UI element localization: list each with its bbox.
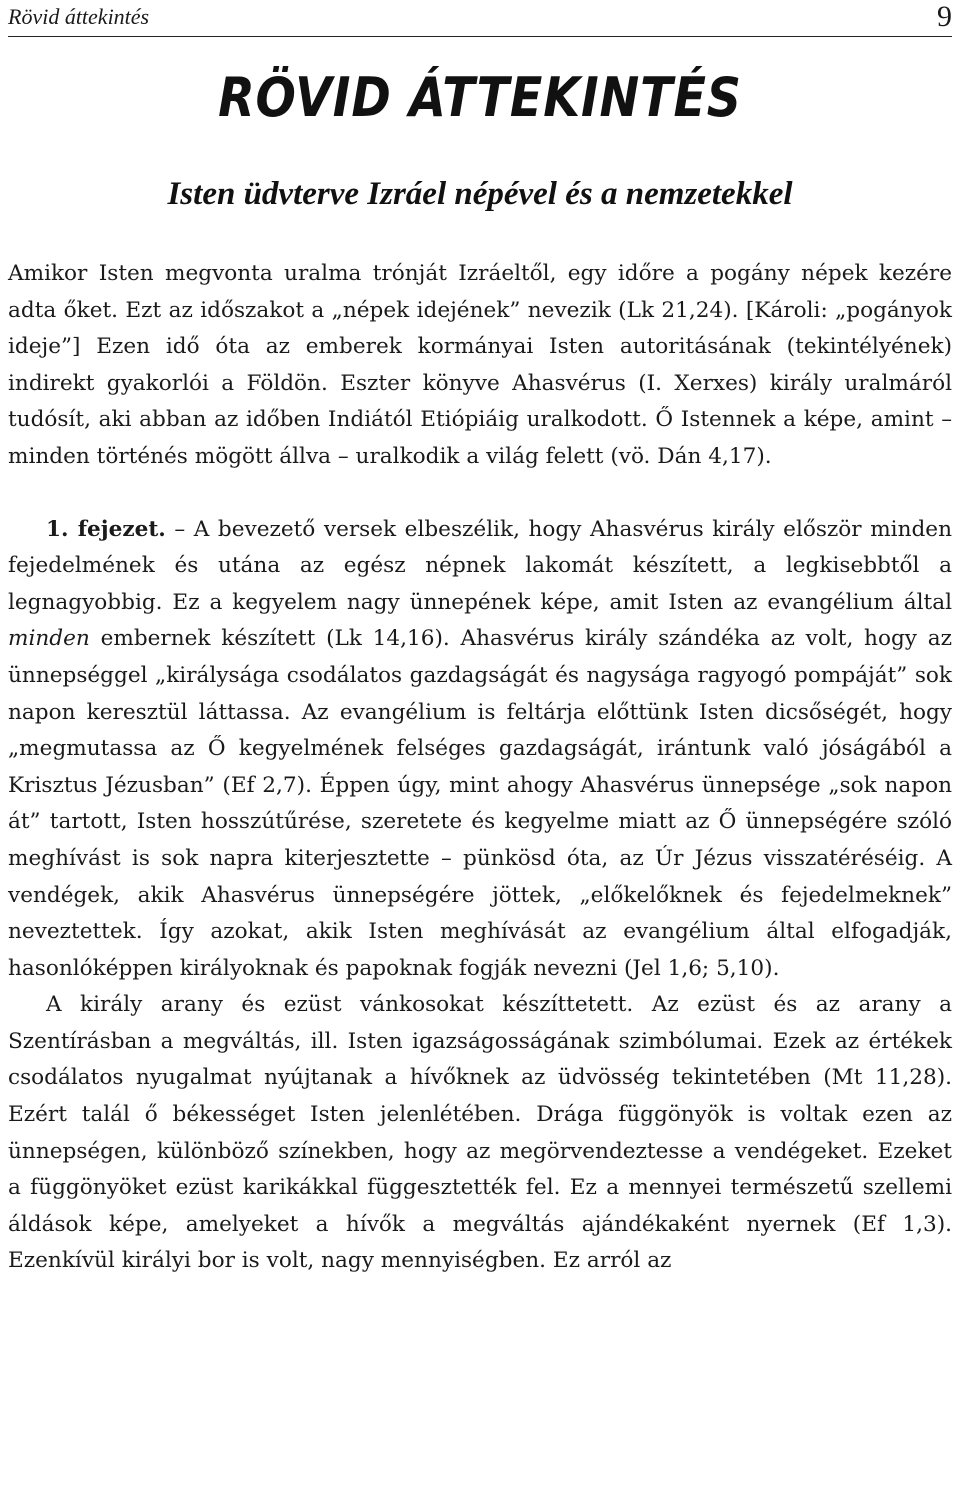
chapter-1-text-b: embernek készített (Lk 14,16). Ahasvérus király szándéka az volt, hogy az ünnepséggel „királysága csodálatos gazdagságát és nagysága ragyogó pompáját” sok napon keresztül láttassa. Az evangélium is feltárja előttünk Isten dicsőségét, hogy „megmutassa az Ő kegyelmének felséges gazdagságát, irántunk való jóságából a Krisztus Jézusban” (Ef 2,7). Éppen úgy, mint ahogy Ahasvérus ünnepsége „sok napon át” tartott, Isten hosszútűrése, szeretete és kegyelme miatt az Ő ünnepségére szóló meghívást is sok napra kiterjesztette – pünkösd óta, az Úr Jézus visszatéréséig. A vendégek, akik Ahasvérus ünnepségére jöttek, „előkelőknek és fejedelmeknek” neveztettek. Így azokat, akik Isten meghívását az evangélium által elfogadják, hasonlóképpen királyoknak és papoknak fogják nevezni (Jel 1,6; 5,10).	[8, 626, 952, 981]
intro-paragraph: Amikor Isten megvonta uralma trónját Izráeltől, egy időre a pogány népek kezére adta őket. Ezt az időszakot a „népek idejének” nevezik (Lk 21,24). [Károli: „pogányok ideje”] Ezen idő óta az emberek kormányai Isten autoritásának (tekintélyének) indirekt gyakorlói a Földön. Eszter könyve Ahasvérus (I. Xerxes) király uralmáról tudósít, aki abban az időben Indiától Etiópiáig uralkodott. Ő Istennek a képe, amint – minden történés mögött állva – uralkodik a világ felett (vö. Dán 4,17).	[8, 261, 952, 469]
page-number: 9	[937, 0, 952, 33]
chapter-1-emphasis: minden	[8, 626, 90, 652]
chapter-1-label: 1. fejezet.	[46, 516, 166, 542]
running-header	[8, 0, 952, 37]
body-text	[8, 256, 952, 1280]
chapter-subtitle: Isten üdvterve Izráel népével és a nemzetekkel	[167, 176, 793, 212]
chapter-1-paragraph	[8, 512, 952, 988]
paragraph-cushions: A király arany és ezüst vánkosokat készíttetett. Az ezüst és az arany a Szentírásban a megváltás, ill. Isten igazságosságának szimbólumai. Ezek az értékek csodálatos nyugalmat nyújtanak a hívőknek az üdvösség tekintetében (Mt 11,28). Ezért talál ő békességet Isten jelenlétében. Drága függönyök is voltak ezen az ünnepségen, különböző színekben, hogy az megörvendeztesse a vendégeket. Ezeket a függönyöket ezüst karikákkal függesztették fel. Ez a mennyei természetű szellemi áldások képe, amelyeket a hívők a megváltás ajándékaként nyernek (Ef 1,3). Ezenkívül királyi bor is volt, nagy mennyiségben. Ez arról az	[8, 992, 952, 1274]
chapter-1-text-a: – A bevezető versek elbeszélik, hogy Ahasvérus király először minden fejedelmének és utána az egész népnek lakomát készített, a legkisebbtől a legnagyobbig. Ez a kegyelem nagy ünnepének képe, amit Isten az evangélium által	[8, 516, 952, 615]
running-header-section-title: Rövid áttekintés	[8, 4, 150, 29]
chapter-title: RÖVID ÁTTEKINTÉS	[218, 66, 742, 129]
paragraph-gap	[8, 476, 952, 512]
